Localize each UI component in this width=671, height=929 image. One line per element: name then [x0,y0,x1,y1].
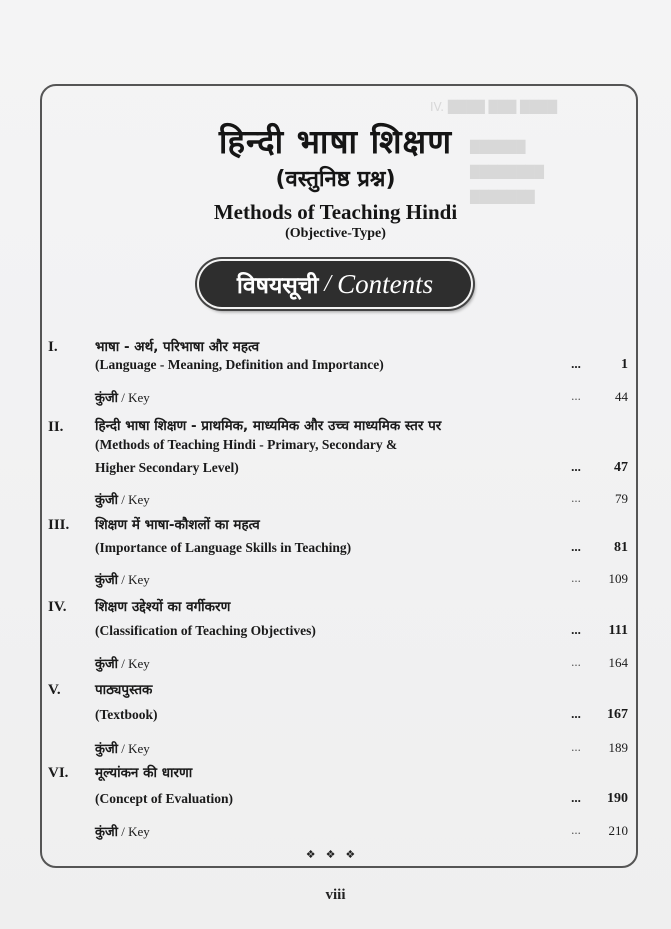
leader-dots: ... [571,739,581,754]
leader-dots: ... [571,622,581,637]
leader-dots: ... [571,654,581,669]
chapter-numeral: VI. [48,765,69,781]
key-page-number: 210 [608,823,628,838]
book-subtitle-english: (Objective-Type) [285,226,386,241]
key-label: कुंजी / Key [95,572,150,588]
leader-dots: ... [571,490,581,505]
contents-banner [199,261,471,307]
chapter-numeral: IV. [48,599,67,615]
key-label: कुंजी / Key [95,741,150,757]
chapter-title-hindi: शिक्षण में भाषा-कौशलों का महत्व [95,517,260,533]
key-page-number: 189 [608,740,628,755]
page-folio: viii [325,887,346,903]
chapter-title-english-line-1: (Methods of Teaching Hindi - Primary, Secondary & [95,437,398,452]
chapter-title-hindi: मूल्यांकन की धारणा [95,765,193,781]
chapter-title-english: (Concept of Evaluation) [95,791,233,806]
contents-banner-hindi: विषयसूची [236,273,319,299]
chapter-title-english: (Language - Meaning, Definition and Importance) [95,357,384,372]
chapter-numeral: II. [48,419,64,435]
bleed-through-text: IV. ████ ███ ████ [430,100,557,114]
book-subtitle-hindi: (वस्तुनिष्ठ प्रश्न) [275,167,396,192]
chapter-numeral: III. [48,517,70,533]
chapter-numeral: V. [48,682,61,698]
key-page-number: 164 [608,655,628,670]
key-page-number: 109 [608,571,628,586]
chapter-title-english: (Importance of Language Skills in Teaching) [95,540,352,555]
chapter-page-number: 1 [621,357,628,372]
key-page-number: 79 [615,491,628,506]
leader-dots: ... [571,790,581,805]
leader-dots: ... [571,539,581,554]
bleed-through-text: ██████ [470,140,526,154]
chapter-title-hindi: पाठ्यपुस्तक [95,682,153,698]
chapter-page-number: 81 [614,540,628,555]
key-label: कुंजी / Key [95,656,150,672]
book-title-english: Methods of Teaching Hindi [213,200,458,224]
key-label: कुंजी / Key [95,390,150,406]
chapter-title-english-line-2: Higher Secondary Level) [95,460,239,475]
leader-dots: ... [571,570,581,585]
contents-banner-english: Contents [337,268,434,299]
book-title-hindi: हिन्दी भाषा शिक्षण [218,122,453,161]
bleed-through-text: ███████ [470,190,535,204]
chapter-page-number: 190 [607,791,628,806]
leader-dots: ... [571,822,581,837]
chapter-page-number: 167 [607,707,628,722]
ornament-diamonds-icon: ❖❖❖ [305,849,366,861]
leader-dots: ... [571,459,581,474]
chapter-page-number: 47 [614,460,628,475]
bleed-through-text: ████████ [470,165,544,179]
chapter-title-english: (Textbook) [95,707,158,722]
leader-dots: ... [571,356,581,371]
chapter-title-hindi: हिन्दी भाषा शिक्षण - प्राथमिक, माध्यमिक और उच्च माध्यमिक स्तर पर [95,418,442,434]
leader-dots: ... [571,706,581,721]
key-label: कुंजी / Key [95,824,150,840]
chapter-title-hindi: शिक्षण उद्देश्यों का वर्गीकरण [95,599,231,615]
key-label: कुंजी / Key [95,492,150,508]
chapter-page-number: 111 [608,623,628,638]
key-page-number: 44 [615,389,628,404]
chapter-title-hindi: भाषा - अर्थ, परिभाषा और महत्व [95,339,260,355]
leader-dots: ... [571,388,581,403]
chapter-numeral: I. [48,339,58,355]
chapter-title-english: (Classification of Teaching Objectives) [95,623,316,638]
contents-banner-separator: / [324,270,332,297]
